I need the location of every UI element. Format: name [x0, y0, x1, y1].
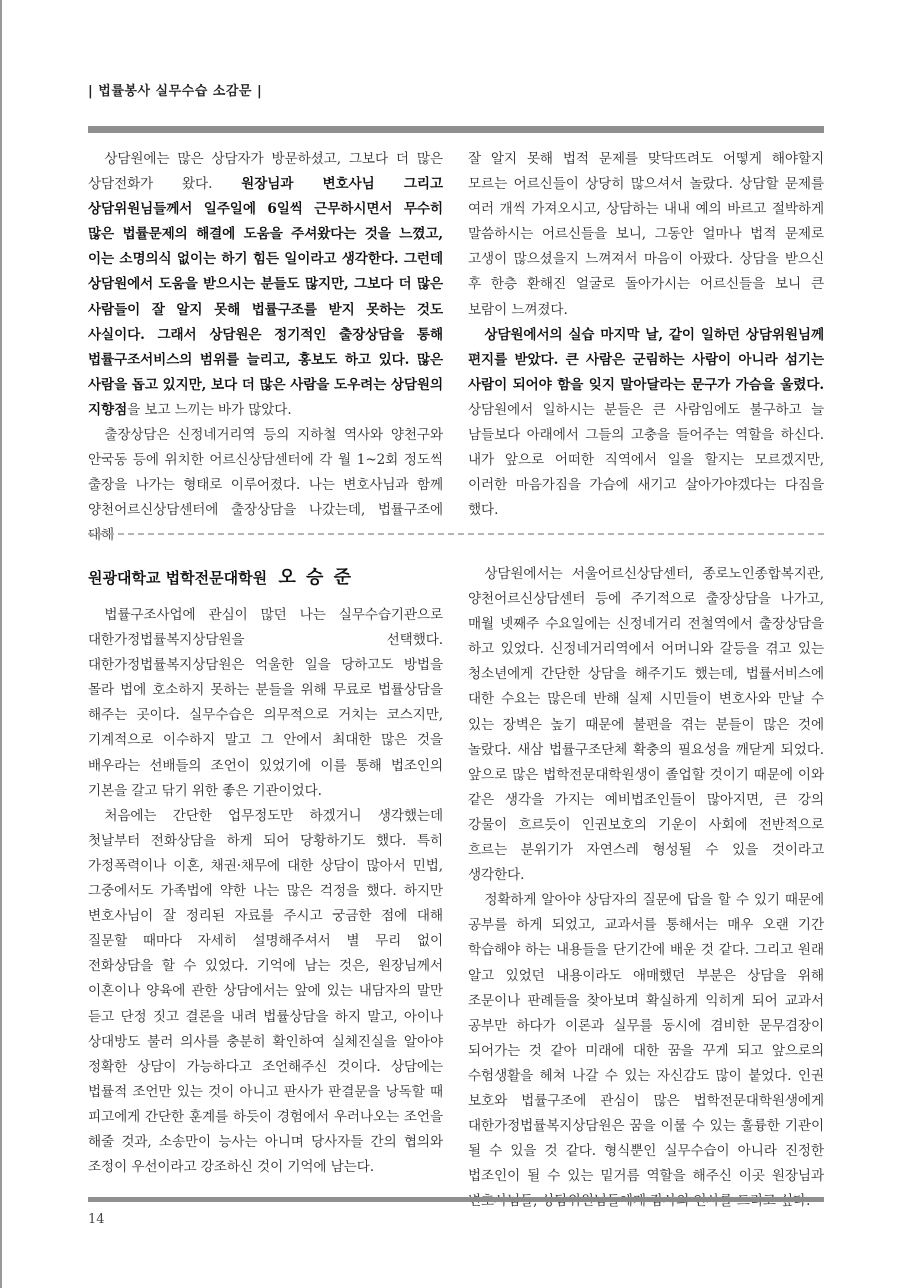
essay1-left-column	[88, 147, 443, 549]
running-header: | 법률봉사 실무수습 소감문 |	[88, 84, 263, 99]
paragraph: 법률구조사업에 관심이 많던 나는 실무수습기관으로 대한가정법률복지상담원을 선택했다. 대한가정법률복지상담원은 억울한 일을 당하고도 방법을 몰라 법에 호소하지 못하는 분들을 위해 무료로 법률상담을 해주는 곳이다. 실무수습은 의무적으로 거치는 코스지만, 기계적으로 이수하지 말고 그 안에서 최대한 많은 것을 배우라는 선배들의 조언이 있었기에 이를 통해 법조인의 기본을 갈고 닦기 위한 좋은 기관이었다.	[88, 607, 443, 799]
essay1-right-column	[468, 147, 824, 523]
footer-rule	[88, 1197, 824, 1202]
header-rule	[88, 126, 824, 133]
bold-text: 상담원에서의 실습 마지막 날, 같이 일하던 상담위원님께 편지를 받았다. 큰 사람은 군림하는 사람이 아니라 섬기는 사람이 되어야 함을 잊지 말아달라는 문구가 가슴을 울렸다.	[468, 326, 824, 393]
paragraph	[88, 147, 443, 423]
paragraph: 정확하게 알아야 상담자의 질문에 답을 할 수 있기 때문에 공부를 하게 되었고, 교과서를 통해서는 매우 오랜 기간 학습해야 하는 내용들을 단기간에 배운 것 같다. 그리고 원래 알고 있었던 내용이라도 애매했던 부분은 상담을 위해 조문이나 판례들을 찾아보며 확실하게 익히게 되어 교과서 공부만 하다가 이론과 실무를 동시에 겸비한 문무겸장이 되어가는 것 같아 미래에 대한 꿈을 꾸게 되고 앞으로의 수험생활을 헤쳐 나갈 수 있는 자신감도 많이 붙었다. 인권 보호와 법률구조에 관심이 많은 법학전문대학원생에게 대한가정법률복지상담원은 꿈을 이룰 수 있는 훌륭한 기관이 될 수 있을 것 같다. 형식뿐인 실무수습이 아니라 진정한 법조인이 될 수 있는 밑거름 역할을 해주신 이곳 원장님과	[468, 892, 824, 1185]
paragraph: 출장상담은 신정네거리역 등의 지하철 역사와 양천구와 안국동 등에 위치한 어르신상담센터에 각 월 1~2회 정도씩 출장을 나가는 형태로 이루어졌다. 나는 변호사님과 함께 양천어르신상담센터에 출장상담을 나갔는데, 법률구조에 대해	[88, 427, 443, 544]
author-heading	[88, 563, 353, 589]
page-edge-line	[0, 0, 2, 1288]
essay2-left-column	[88, 603, 443, 1180]
paragraph: 상담원에서는 서울어르신상담센터, 종로노인종합복지관, 양천어르신상담센터 등에 주기적으로 출장상담을 나가고, 매월 넷째주 수요일에는 신정네거리 전철역에서 출장상담을 하고 있었다. 신정네거리역에서 어머니와 갈등을 겪고 있는 청소년에게 간단한 상담을 해주기도 했는데, 법률서비스에 대한 수요는 많은데 반해 실제 시민들이 변호사와 만날 수 있는 장벽은 높기 때문에 불편을 겪는 분들이 많은 것에 놀랐다. 새삼 법률구조단체 확충의 필요성을 깨닫게 되었다. 앞으로 많은 법학전문대학원생이 졸업할 것이기 때문에 이와 같은 생각을 가지는 예비법조인들이 많아지면, 큰 강의 강물이 흐르듯이 인권보호의 기운이 사회에 전반적으로 흐르는 분위기가 자연스레 형성될 수 있을 것이라고 생각한다.	[468, 566, 824, 884]
bold-text: 원장님과 변호사님 그리고 상담위원님들께서 일주일에 6일씩 근무하시면서 무수히 많은 법률문제의 해결에 도움을 주셔왔다는 것을 느꼈고, 이는 소명의식 없이는 하기 힘든 일이라고 생각한다. 그런데 상담원에서 도움을 받으시는 분들도 많지만, 그보다 더 많은 사람들이 잘 알지 못해 법률구조를 받지 못하는 것도 사실이다. 그래서 상담원은 정기적인 출장상담을 통해 법률구조서비스의 범위를 늘리고, 홍보도 하고 있다. 많은 사람을 돕고 있지만, 보다 더 많은 사람을 도우려는 상담원의 지향점	[88, 176, 443, 418]
author-affiliation: 원광대학교 법학전문대학원	[88, 569, 268, 587]
essay2-right-column	[468, 562, 824, 1214]
section-divider	[88, 533, 824, 535]
text-run: 상담원에서 일하시는 분들은 큰 사람임에도 불구하고 늘 남들보다 아래에서 그들의 고충을 들어주는 역할을 하신다. 내가 앞으로 어떠한 직역에서 일을 할지는 모르겠지만, 이러한 마음가짐을 가슴에 새기고 살아가야겠다는 다짐을 했다.	[468, 401, 824, 519]
paragraph: 처음에는 간단한 업무정도만 하겠거니 생각했는데 첫날부터 전화상담을 하게 되어 당황하기도 했다. 특히 가정폭력이나 이혼, 채권·채무에 대한 상담이 많아서 민법, 그중에서도 가족법에 약한 나는 많은 걱정을 했다. 하지만 변호사님이 잘 정리된 자료를 주시고 궁금한 점에 대해 질문할 때마다 자세히 설명해주셔서 별 무리 없이 전화상담을 할 수 있었다. 기억에 남는 것은, 원장님께서 이혼이나 양육에 관한 상담에서는 앞에 있는 내담자의 말만 듣고 단정 짓고 결론을 내려 법률상담을 하지 말고, 아이나 상대방도 불러 의사를 충분히 확인하여 실체진실을 알아야 정확한 상담이 가능하다고 조언해주신 것이다. 상담에는 법률적 조언만 있는 것이 아니고 판사가 판결문을 낭독할 때 피고에게 간단한 훈계를 하듯이 경험에서 우러나오는 조언을 해줄 것과, 소송만이 능사는 아니며 당사자들 간의 협의와 조정이 우선이라고 강조하신 것이 기억에 남는다.	[88, 807, 443, 1176]
paragraph: 잘 알지 못해 법적 문제를 맞닥뜨려도 어떻게 해야할지 모르는 어르신들이 상당히 많으셔서 놀랐다. 상담할 문제를 여러 개씩 가져오시고, 상담하는 내내 예의 바르고 절박하게 말씀하시는 어르신들을 보니, 그동안 얼마나 법적 문제로 고생이 많으셨을지 느껴져서 마음이 아팠다. 상담을 받으신 후 한층 환해진 얼굴로 돌아가시는 어르신들을 보니 큰 보람이 느껴졌다.	[468, 151, 824, 318]
page-number: 14	[88, 1212, 105, 1227]
author-name: 오 승 준	[278, 567, 354, 588]
text-run: 을 보고 느끼는 바가 많았다.	[127, 401, 292, 418]
text-run: 상담원에는 많은 상담자가 방문하셨고, 그보다 더 많은 상담전화가 왔다.	[88, 151, 443, 193]
paragraph	[468, 323, 824, 524]
